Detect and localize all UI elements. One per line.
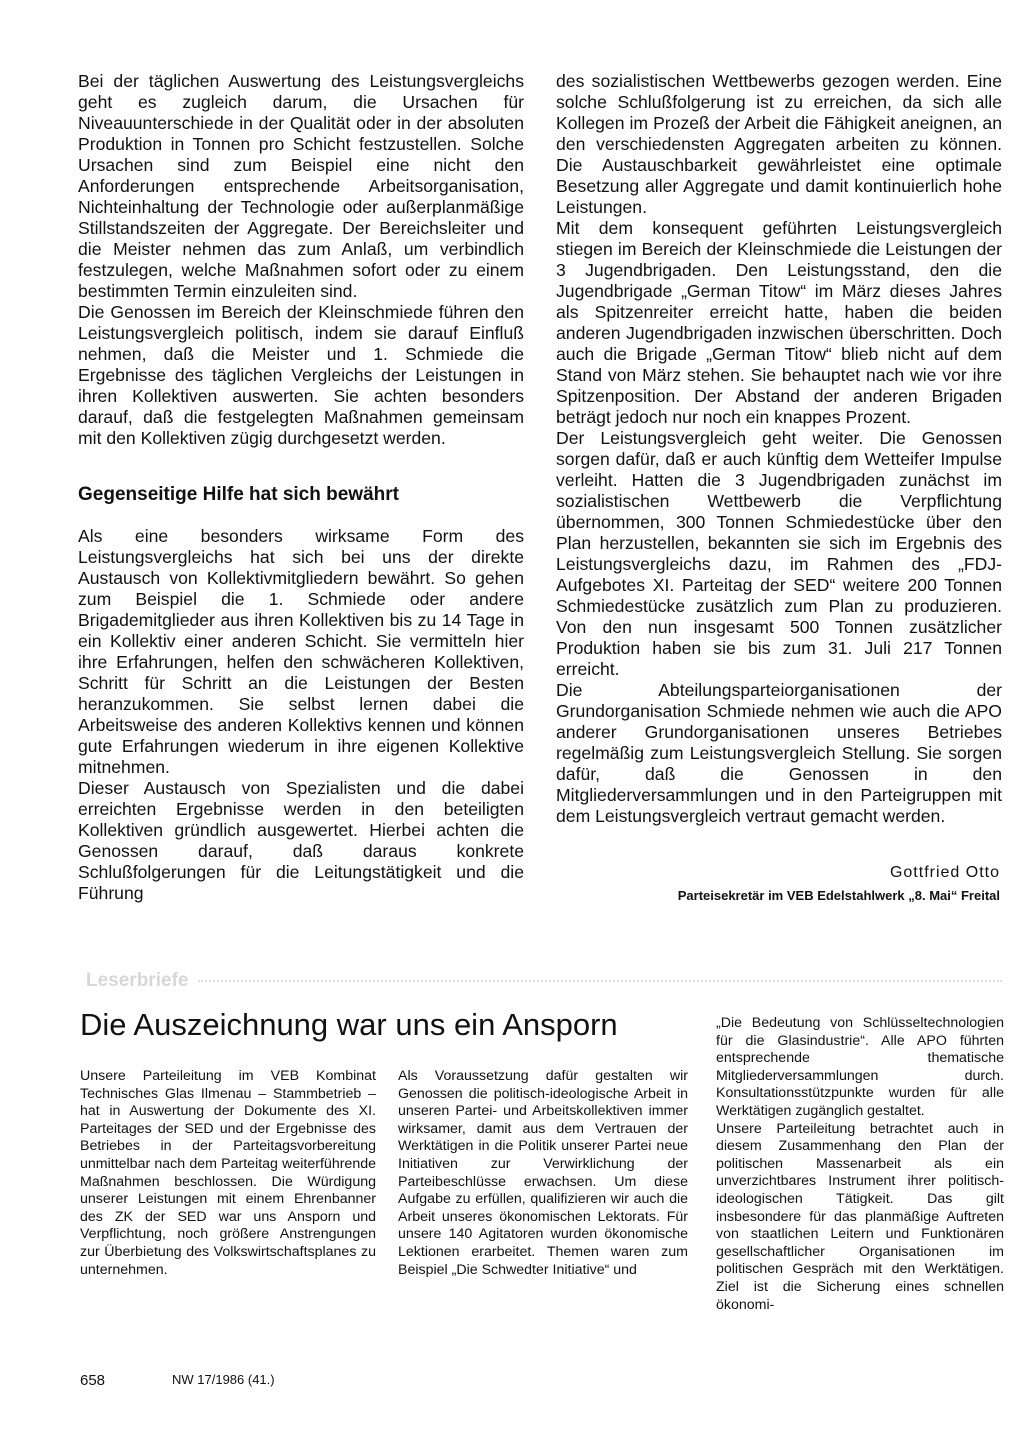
paragraph: Die Abteilungsparteiorganisationen der Grundorganisation Schmiede nehmen wie auch die APO anderer Grundorganisationen unseres Betriebes regelmäßig zum Leistungsvergleich Stellung. Sie sorgen dafür, daß die Genossen in den Mitgliederversammlungen und in den Parteigruppen mit dem Leistungsvergleich vertraut gemacht werden. [556,680,1002,826]
section-divider [198,980,1002,982]
paragraph: Als Voraussetzung dafür gestalten wir Genossen die politisch-ideologische Arbeit in unseren Partei- und Arbeitskollektiven immer wirksamer, damit aus dem Vertrauen der Werktätigen in die Politik unserer Partei neue Initiativen zur Verwirklichung der Parteibeschlüsse erwachsen. Um diese Aufgabe zu erfüllen, qualifizieren wir auch die Arbeit unseres ökonomischen Lektorats. Für unsere 140 Agitatoren wurden ökonomische Lektionen erarbeitet. Themen waren zum Beispiel „Die Schwedter Initiative“ und [398,1068,688,1278]
section-label-text: Leserbriefe [86,970,189,991]
paragraph: Unsere Parteileitung betrachtet auch in diesem Zusammenhang den Plan der politischen Massenarbeit als ein unverzichtbares Instrument ihrer politisch-ideologischen Tätigkeit. Das gilt insbesondere für das planmäßige Auftreten von staatlichen Leitern und Funktionären gesellschaftlicher Organisationen im politischen Gespräch mit den Werktätigen. Ziel ist die Sicherung eines schnellen ökonomi- [716,1120,1004,1313]
paragraph: Unsere Parteileitung im VEB Kombinat Technisches Glas Ilmenau – Stammbetrieb – hat in Auswertung der Dokumente des XI. Parteitages der SED und der Ergebnisse des Betriebes in der Parteitagsvorbereitung unmittelbar nach dem Parteitag weiterführende Maßnahmen beschlossen. Die Würdigung unserer Leistungen mit einem Ehrenbanner des ZK der SED war uns Ansporn und Verpflichtung, noch größere Anstrengungen zur Überbietung des Volkswirtschaftsplanes zu unternehmen. [80,1068,376,1278]
article-headline: Die Auszeichnung war uns ein Ansporn [80,1007,618,1042]
section-label [86,968,1002,994]
paragraph: Als eine besonders wirksame Form des Leistungsvergleichs hat sich bei uns der direkte Austausch von Kollektivmitgliedern bewährt. So gehen zum Beispiel die 1. Schmiede oder andere Brigademitglieder aus ihren Kollektiven bis zu 14 Tage in ein Kollektiv einer anderen Schicht. Sie vermitteln hier ihre Erfahrungen, helfen den schwächeren Kollektiven, Schritt für Schritt an die Leistungen der Besten heranzukommen. Sie selbst lernen dabei die Arbeitsweise des anderen Kollektivs kennen und können gute Erfahrungen wiederum in ihre eigenen Kollektive mitnehmen. [78,526,524,777]
subheading: Gegenseitige Hilfe hat sich bewährt [78,484,399,505]
paragraph: Die Genossen im Bereich der Kleinschmiede führen den Leistungsvergleich politisch, indem sie darauf Einfluß nehmen, daß die Meister und 1. Schmiede die Ergebnisse des täglichen Vergleichs der Leistungen in ihren Kollektiven auswerten. Sie achten besonders darauf, daß die festgelegten Maßnahmen gemeinsam mit den Kollektiven zügig durchgesetzt werden. [78,302,524,448]
paragraph: Dieser Austausch von Spezialisten und die dabei erreichten Ergebnisse werden in den beteiligten Kollektiven gründlich ausgewertet. Hierbei achten die Genossen darauf, daß daraus konkrete Schlußfolgerungen für die Leitungstätigkeit und die Führung [78,778,524,903]
letter-column-3 [716,1015,1004,1314]
journal-reference: NW 17/1986 (41.) [172,1372,275,1387]
author-signature [678,864,1000,903]
author-name: Gottfried Otto [889,864,1000,881]
paragraph: Mit dem konsequent geführten Leistungsvergleich stiegen im Bereich der Kleinschmiede die Leistungen der 3 Jugendbrigaden. Den Leistungsstand, den die Jugendbrigade „German Titow“ im März dieses Jahres als Spitzenreiter erreicht hatte, haben die beiden anderen Jugendbrigaden inzwischen überschritten. Doch auch die Brigade „German Titow“ blieb nicht auf dem Stand von März stehen. Sie behauptet nach wie vor ihre Spitzenposition. Der Abstand der anderen Brigaden beträgt jedoch nur noch ein knappes Prozent. [556,218,1002,427]
paragraph: Bei der täglichen Auswertung des Leistungsvergleichs geht es zugleich darum, die Ursachen für Niveauunterschiede in der Qualität oder in der absoluten Produktion in Tonnen pro Schicht festzustellen. Solche Ursachen sind zum Beispiel eine nicht den Anforderungen entsprechende Arbeitsorganisation, Nichteinhaltung der Technologie oder außerplanmäßige Stillstandszeiten der Aggregate. Der Bereichsleiter und die Meister nehmen das zum Anlaß, um verbindlich festzulegen, welche Maßnahmen sofort oder zu einem bestimmten Termin einzuleiten sind. [78,71,524,301]
paragraph: Der Leistungsvergleich geht weiter. Die Genossen sorgen dafür, daß er auch künftig dem Wetteifer Impulse verleiht. Hatten die 3 Jugendbrigaden zunächst im sozialistischen Wettbewerb die Verpflichtung übernommen, 300 Tonnen Schmiedestücke über den Plan herzustellen, bekannten sie sich im Ergebnis des Leistungsvergleichs dazu, im Rahmen des „FDJ-Aufgebotes XI. Parteitag der SED“ weitere 200 Tonnen Schmiedestücke zusätzlich zum Plan zu produzieren. Von den nun insgesamt 500 Tonnen zusätzlicher Produktion haben sie bis zum 31. Juli 217 Tonnen erreicht. [556,428,1002,679]
letter-column-2 [398,1068,688,1279]
author-role: Parteisekretär im VEB Edelstahlwerk „8. Mai“ Freital [677,888,1000,903]
article-column-right [556,71,1002,827]
paragraph: des sozialistischen Wettbewerbs gezogen werden. Eine solche Schlußfolgerung ist zu erreichen, da sich alle Kollegen im Prozeß der Arbeit die Fähigkeit aneignen, an den verschiedensten Aggregaten arbeiten zu können. Die Austauschbarkeit gewährleistet eine optimale Besetzung aller Aggregate und damit kontinuierlich hohe Leistungen. [556,71,1002,217]
letter-column-1 [80,1068,376,1279]
page-number: 658 [80,1372,106,1389]
paragraph: „Die Bedeutung von Schlüsseltechnologien für die Glasindustrie“. Alle APO führten entsprechende thematische Mitgliederversammlungen durch. Konsultationsstützpunkte wurden für alle Werktätigen zugänglich gestaltet. [716,1015,1004,1119]
article-column-left [78,71,524,904]
